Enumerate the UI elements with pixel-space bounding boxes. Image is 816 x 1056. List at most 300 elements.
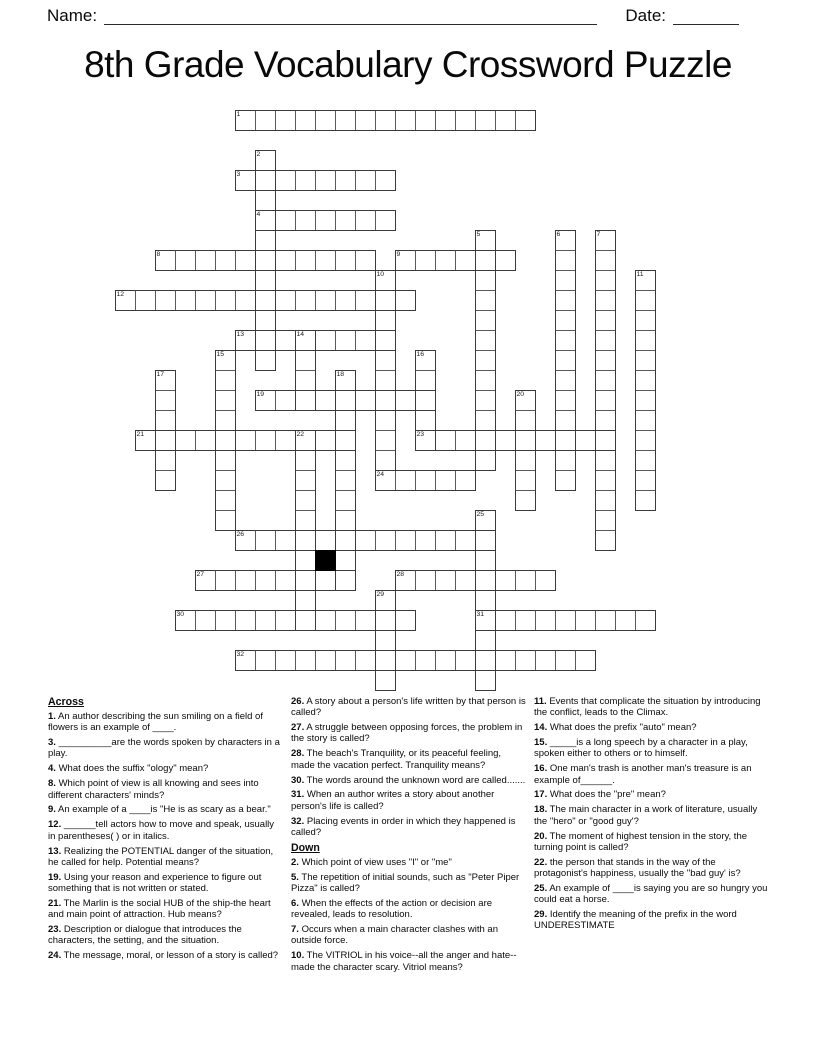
grid-cell[interactable]	[235, 330, 256, 351]
grid-cell[interactable]	[315, 210, 336, 231]
grid-cell[interactable]	[295, 390, 316, 411]
grid-cell[interactable]	[155, 430, 176, 451]
grid-cell[interactable]	[215, 610, 236, 631]
grid-cell[interactable]	[515, 410, 536, 431]
grid-cell[interactable]	[475, 230, 496, 251]
grid-cell[interactable]	[395, 290, 416, 311]
grid-cell[interactable]	[475, 670, 496, 691]
grid-cell[interactable]	[275, 170, 296, 191]
grid-cell[interactable]	[155, 290, 176, 311]
grid-cell[interactable]	[315, 110, 336, 131]
grid-cell[interactable]	[315, 530, 336, 551]
grid-cell[interactable]	[635, 610, 656, 631]
grid-cell[interactable]	[475, 290, 496, 311]
grid-cell[interactable]	[415, 390, 436, 411]
grid-cell[interactable]	[335, 510, 356, 531]
grid-cell[interactable]	[515, 470, 536, 491]
grid-cell[interactable]	[395, 110, 416, 131]
grid-cell[interactable]	[435, 470, 456, 491]
grid-cell[interactable]	[275, 570, 296, 591]
grid-cell[interactable]	[595, 290, 616, 311]
grid-cell[interactable]	[295, 370, 316, 391]
grid-cell[interactable]	[275, 530, 296, 551]
grid-cell[interactable]	[375, 270, 396, 291]
grid-cell[interactable]	[515, 570, 536, 591]
grid-cell[interactable]	[255, 110, 276, 131]
grid-cell[interactable]	[395, 250, 416, 271]
grid-cell[interactable]	[195, 610, 216, 631]
grid-cell[interactable]	[335, 330, 356, 351]
grid-cell[interactable]	[375, 210, 396, 231]
grid-cell[interactable]	[375, 310, 396, 331]
grid-cell[interactable]	[555, 330, 576, 351]
grid-cell[interactable]	[455, 530, 476, 551]
grid-clue-number: 28	[396, 571, 405, 578]
grid-cell[interactable]	[295, 530, 316, 551]
grid-cell[interactable]	[595, 310, 616, 331]
grid-cell[interactable]	[415, 470, 436, 491]
grid-cell[interactable]	[335, 370, 356, 391]
grid-cell[interactable]	[215, 250, 236, 271]
grid-cell[interactable]	[235, 290, 256, 311]
grid-clue-number: 18	[336, 371, 345, 378]
grid-cell[interactable]	[635, 330, 656, 351]
grid-cell[interactable]	[515, 490, 536, 511]
grid-cell[interactable]	[255, 350, 276, 371]
grid-cell[interactable]	[215, 390, 236, 411]
grid-cell[interactable]	[575, 430, 596, 451]
grid-cell[interactable]	[635, 370, 656, 391]
grid-cell[interactable]	[315, 390, 336, 411]
grid-cell[interactable]	[175, 430, 196, 451]
grid-cell[interactable]	[235, 110, 256, 131]
grid-cell[interactable]	[475, 370, 496, 391]
grid-cell[interactable]	[375, 370, 396, 391]
grid-cell[interactable]	[415, 370, 436, 391]
grid-cell[interactable]	[535, 570, 556, 591]
grid-cell[interactable]	[635, 430, 656, 451]
grid-cell[interactable]	[495, 570, 516, 591]
grid-cell[interactable]	[595, 490, 616, 511]
clue-number: 29.	[534, 909, 548, 921]
grid-clue-number: 11	[636, 271, 644, 278]
grid-cell[interactable]	[355, 210, 376, 231]
grid-cell[interactable]	[515, 110, 536, 131]
grid-cell[interactable]	[295, 350, 316, 371]
grid-cell[interactable]	[555, 310, 576, 331]
grid-cell[interactable]	[375, 350, 396, 371]
grid-cell[interactable]	[175, 250, 196, 271]
grid-cell[interactable]	[335, 490, 356, 511]
grid-cell[interactable]	[375, 470, 396, 491]
grid-cell[interactable]	[215, 470, 236, 491]
grid-cell[interactable]	[395, 390, 416, 411]
grid-cell[interactable]	[355, 110, 376, 131]
grid-cell[interactable]	[355, 330, 376, 351]
grid-cell[interactable]	[375, 590, 396, 611]
grid-cell[interactable]	[635, 390, 656, 411]
grid-cell[interactable]	[475, 590, 496, 611]
grid-cell[interactable]	[335, 450, 356, 471]
grid-cell[interactable]	[435, 530, 456, 551]
grid-cell[interactable]	[255, 250, 276, 271]
grid-cell[interactable]	[635, 470, 656, 491]
grid-cell[interactable]	[555, 430, 576, 451]
grid-cell[interactable]	[475, 390, 496, 411]
grid-cell[interactable]	[415, 110, 436, 131]
grid-cell[interactable]	[595, 530, 616, 551]
grid-cell[interactable]	[355, 170, 376, 191]
grid-cell[interactable]	[295, 470, 316, 491]
grid-cell[interactable]	[255, 170, 276, 191]
grid-cell[interactable]	[435, 110, 456, 131]
grid-cell[interactable]	[255, 230, 276, 251]
grid-cell[interactable]	[195, 290, 216, 311]
grid-cell[interactable]	[255, 390, 276, 411]
grid-cell[interactable]	[335, 530, 356, 551]
grid-cell[interactable]	[475, 250, 496, 271]
grid-cell[interactable]	[555, 390, 576, 411]
grid-cell[interactable]	[455, 570, 476, 591]
grid-cell[interactable]	[335, 250, 356, 271]
grid-cell[interactable]	[455, 650, 476, 671]
grid-cell[interactable]	[195, 250, 216, 271]
grid-cell[interactable]	[335, 570, 356, 591]
grid-cell[interactable]	[175, 290, 196, 311]
grid-cell[interactable]	[635, 310, 656, 331]
grid-cell[interactable]	[415, 430, 436, 451]
grid-cell[interactable]	[515, 650, 536, 671]
grid-cell[interactable]	[295, 490, 316, 511]
clue-number: 12.	[48, 819, 62, 831]
grid-cell[interactable]	[335, 650, 356, 671]
grid-cell[interactable]	[375, 110, 396, 131]
grid-cell[interactable]	[495, 430, 516, 451]
grid-clue-number: 3	[236, 171, 241, 178]
grid-cell[interactable]	[535, 430, 556, 451]
grid-cell[interactable]	[595, 510, 616, 531]
grid-cell[interactable]	[295, 330, 316, 351]
grid-cell[interactable]	[295, 110, 316, 131]
grid-cell[interactable]	[455, 470, 476, 491]
grid-cell[interactable]	[195, 430, 216, 451]
grid-cell[interactable]	[375, 530, 396, 551]
grid-cell[interactable]	[415, 650, 436, 671]
grid-cell[interactable]	[275, 330, 296, 351]
grid-cell[interactable]	[455, 110, 476, 131]
grid-cell[interactable]	[375, 410, 396, 431]
grid-cell[interactable]	[315, 430, 336, 451]
grid-cell[interactable]	[555, 230, 576, 251]
grid-cell[interactable]	[255, 270, 276, 291]
grid-cell[interactable]	[375, 670, 396, 691]
grid-cell[interactable]	[295, 590, 316, 611]
grid-clue-number: 32	[236, 651, 245, 658]
grid-cell[interactable]	[315, 330, 336, 351]
grid-cell[interactable]	[595, 450, 616, 471]
grid-cell[interactable]	[395, 610, 416, 631]
grid-cell[interactable]	[595, 390, 616, 411]
grid-cell[interactable]	[375, 290, 396, 311]
grid-cell[interactable]	[435, 250, 456, 271]
grid-cell[interactable]	[135, 290, 156, 311]
grid-cell[interactable]	[215, 490, 236, 511]
grid-clue-number: 16	[416, 351, 425, 358]
clue-number: 17.	[534, 789, 548, 801]
grid-cell[interactable]	[555, 290, 576, 311]
grid-cell[interactable]	[335, 390, 356, 411]
grid-cell[interactable]	[355, 250, 376, 271]
grid-cell[interactable]	[155, 250, 176, 271]
grid-cell[interactable]	[555, 410, 576, 431]
grid-cell[interactable]	[575, 650, 596, 671]
grid-cell[interactable]	[415, 530, 436, 551]
grid-cell[interactable]	[475, 410, 496, 431]
grid-cell[interactable]	[395, 650, 416, 671]
grid-cell[interactable]	[375, 170, 396, 191]
grid-cell[interactable]	[255, 530, 276, 551]
grid-cell[interactable]	[295, 430, 316, 451]
grid-cell[interactable]	[555, 370, 576, 391]
grid-cell[interactable]	[255, 150, 276, 171]
grid-cell[interactable]	[335, 610, 356, 631]
grid-cell[interactable]	[615, 610, 636, 631]
grid-cell[interactable]	[315, 650, 336, 671]
grid-cell[interactable]	[255, 430, 276, 451]
grid-cell[interactable]	[595, 330, 616, 351]
grid-cell[interactable]	[155, 370, 176, 391]
grid-cell[interactable]	[495, 250, 516, 271]
grid-cell[interactable]	[375, 650, 396, 671]
grid-cell[interactable]	[335, 110, 356, 131]
grid-cell[interactable]	[295, 170, 316, 191]
grid-cell[interactable]	[195, 570, 216, 591]
grid-cell[interactable]	[135, 430, 156, 451]
grid-cell[interactable]	[475, 310, 496, 331]
grid-cell[interactable]	[315, 250, 336, 271]
grid-cell[interactable]	[595, 430, 616, 451]
grid-cell[interactable]	[375, 450, 396, 471]
grid-cell[interactable]	[415, 350, 436, 371]
grid-cell[interactable]	[415, 410, 436, 431]
grid-cell[interactable]	[175, 610, 196, 631]
grid-cell[interactable]	[475, 450, 496, 471]
grid-cell[interactable]	[475, 650, 496, 671]
grid-cell[interactable]	[295, 650, 316, 671]
grid-cell[interactable]	[595, 350, 616, 371]
grid-cell[interactable]	[335, 550, 356, 571]
grid-cell[interactable]	[315, 170, 336, 191]
grid-cell[interactable]	[235, 650, 256, 671]
grid-cell[interactable]	[415, 250, 436, 271]
grid-cell[interactable]	[275, 210, 296, 231]
grid-cell[interactable]	[215, 350, 236, 371]
grid-cell[interactable]	[475, 550, 496, 571]
grid-cell[interactable]	[395, 570, 416, 591]
grid-cell[interactable]	[335, 210, 356, 231]
grid-cell[interactable]	[255, 570, 276, 591]
grid-cell[interactable]	[395, 530, 416, 551]
grid-cell[interactable]	[595, 410, 616, 431]
grid-cell[interactable]	[415, 570, 436, 591]
grid-cell[interactable]	[355, 390, 376, 411]
grid-cell[interactable]	[635, 450, 656, 471]
grid-cell[interactable]	[515, 450, 536, 471]
grid-cell[interactable]	[475, 610, 496, 631]
grid-cell[interactable]	[295, 550, 316, 571]
grid-cell[interactable]	[455, 430, 476, 451]
grid-cell[interactable]	[555, 610, 576, 631]
grid-cell[interactable]	[215, 570, 236, 591]
grid-cell[interactable]	[335, 290, 356, 311]
grid-cell[interactable]	[515, 610, 536, 631]
grid-cell[interactable]	[155, 390, 176, 411]
grid-cell[interactable]	[375, 610, 396, 631]
grid-cell[interactable]	[335, 170, 356, 191]
grid-cell[interactable]	[215, 370, 236, 391]
grid-cell[interactable]	[475, 110, 496, 131]
grid-cell[interactable]	[435, 650, 456, 671]
grid-cell[interactable]	[595, 230, 616, 251]
grid-cell[interactable]	[335, 410, 356, 431]
grid-cell[interactable]	[515, 390, 536, 411]
grid-cell[interactable]	[635, 410, 656, 431]
clue-column-1	[48, 696, 284, 976]
grid-cell[interactable]	[295, 250, 316, 271]
grid-cell[interactable]	[635, 270, 656, 291]
grid-cell[interactable]	[555, 470, 576, 491]
grid-cell[interactable]	[535, 610, 556, 631]
date-label: Date:	[625, 6, 666, 25]
clue-number: 7.	[291, 924, 299, 936]
grid-cell[interactable]	[255, 610, 276, 631]
grid-cell[interactable]	[635, 290, 656, 311]
grid-cell[interactable]	[495, 110, 516, 131]
grid-cell[interactable]	[395, 470, 416, 491]
grid-cell[interactable]	[475, 330, 496, 351]
grid-cell[interactable]	[315, 290, 336, 311]
grid-cell[interactable]	[255, 190, 276, 211]
grid-cell[interactable]	[275, 250, 296, 271]
grid-cell[interactable]	[535, 650, 556, 671]
grid-cell[interactable]	[475, 350, 496, 371]
clue-item: 6. When the effects of the action or decision are revealed, leads to resolution.	[291, 897, 493, 921]
grid-cell[interactable]	[295, 290, 316, 311]
grid-cell[interactable]	[595, 370, 616, 391]
grid-cell[interactable]	[595, 250, 616, 271]
grid-cell[interactable]	[155, 450, 176, 471]
grid-cell[interactable]	[275, 290, 296, 311]
grid-cell[interactable]	[255, 330, 276, 351]
grid-cell[interactable]	[595, 470, 616, 491]
grid-cell[interactable]	[555, 250, 576, 271]
grid-cell[interactable]	[475, 430, 496, 451]
grid-cell[interactable]	[215, 290, 236, 311]
grid-cell[interactable]	[475, 270, 496, 291]
grid-cell[interactable]	[275, 650, 296, 671]
grid-cell[interactable]	[235, 610, 256, 631]
clue-number: 21.	[48, 897, 62, 909]
grid-cell[interactable]	[255, 310, 276, 331]
grid-cell[interactable]	[295, 450, 316, 471]
grid-cell[interactable]	[555, 350, 576, 371]
clue-item: 27. A struggle between opposing forces, the problem in the story is called?	[291, 722, 523, 745]
grid-cell[interactable]	[455, 250, 476, 271]
grid-cell[interactable]	[295, 570, 316, 591]
grid-cell[interactable]	[555, 650, 576, 671]
grid-cell[interactable]	[235, 530, 256, 551]
grid-cell[interactable]	[215, 510, 236, 531]
grid-cell[interactable]	[215, 450, 236, 471]
grid-cell[interactable]	[435, 430, 456, 451]
grid-cell[interactable]	[255, 650, 276, 671]
grid-cell[interactable]	[295, 610, 316, 631]
grid-cell[interactable]	[435, 570, 456, 591]
grid-cell[interactable]	[475, 570, 496, 591]
grid-cell[interactable]	[375, 630, 396, 651]
grid-cell[interactable]	[275, 110, 296, 131]
grid-cell[interactable]	[575, 610, 596, 631]
grid-cell[interactable]	[215, 410, 236, 431]
grid-cell[interactable]	[335, 470, 356, 491]
grid-cell[interactable]	[315, 570, 336, 591]
grid-cell[interactable]	[235, 250, 256, 271]
grid-cell[interactable]	[595, 270, 616, 291]
grid-cell[interactable]	[235, 430, 256, 451]
grid-cell[interactable]	[155, 470, 176, 491]
grid-cell[interactable]	[635, 490, 656, 511]
grid-cell[interactable]	[215, 430, 236, 451]
clue-item: 8. Which point of view is all knowing and sees into different characters' minds?	[48, 778, 259, 801]
grid-cell[interactable]	[595, 610, 616, 631]
clue-item: 24. The message, moral, or lesson of a story is called?	[48, 950, 279, 962]
clue-item: 18. The main character in a work of literature, usually the "hero" or "good guy'?	[534, 804, 758, 827]
grid-cell[interactable]	[115, 290, 136, 311]
grid-cell[interactable]	[355, 650, 376, 671]
grid-cell[interactable]	[255, 290, 276, 311]
grid-cell[interactable]	[335, 430, 356, 451]
grid-cell[interactable]	[295, 510, 316, 531]
grid-cell[interactable]	[235, 570, 256, 591]
grid-cell[interactable]	[375, 390, 396, 411]
grid-cell[interactable]	[475, 530, 496, 551]
grid-cell[interactable]	[375, 430, 396, 451]
clue-item: 17. What does the "pre" mean?	[534, 789, 666, 801]
grid-cell[interactable]	[355, 530, 376, 551]
grid-cell[interactable]	[275, 610, 296, 631]
grid-cell[interactable]	[275, 390, 296, 411]
grid-cell[interactable]	[275, 430, 296, 451]
grid-cell[interactable]	[635, 350, 656, 371]
page-title: 8th Grade Vocabulary Crossword Puzzle	[84, 44, 732, 85]
grid-cell[interactable]	[515, 430, 536, 451]
grid-cell[interactable]	[495, 650, 516, 671]
grid-cell[interactable]	[555, 270, 576, 291]
grid-cell[interactable]	[355, 290, 376, 311]
grid-cell[interactable]	[315, 610, 336, 631]
grid-cell[interactable]	[475, 630, 496, 651]
grid-cell[interactable]	[375, 330, 396, 351]
grid-cell[interactable]	[155, 410, 176, 431]
grid-cell[interactable]	[255, 210, 276, 231]
grid-cell[interactable]	[295, 210, 316, 231]
grid-cell[interactable]	[495, 610, 516, 631]
grid-cell[interactable]	[475, 510, 496, 531]
grid-cell[interactable]	[355, 610, 376, 631]
clue-number: 25.	[534, 882, 548, 894]
grid-cell[interactable]	[555, 450, 576, 471]
grid-cell[interactable]	[235, 170, 256, 191]
